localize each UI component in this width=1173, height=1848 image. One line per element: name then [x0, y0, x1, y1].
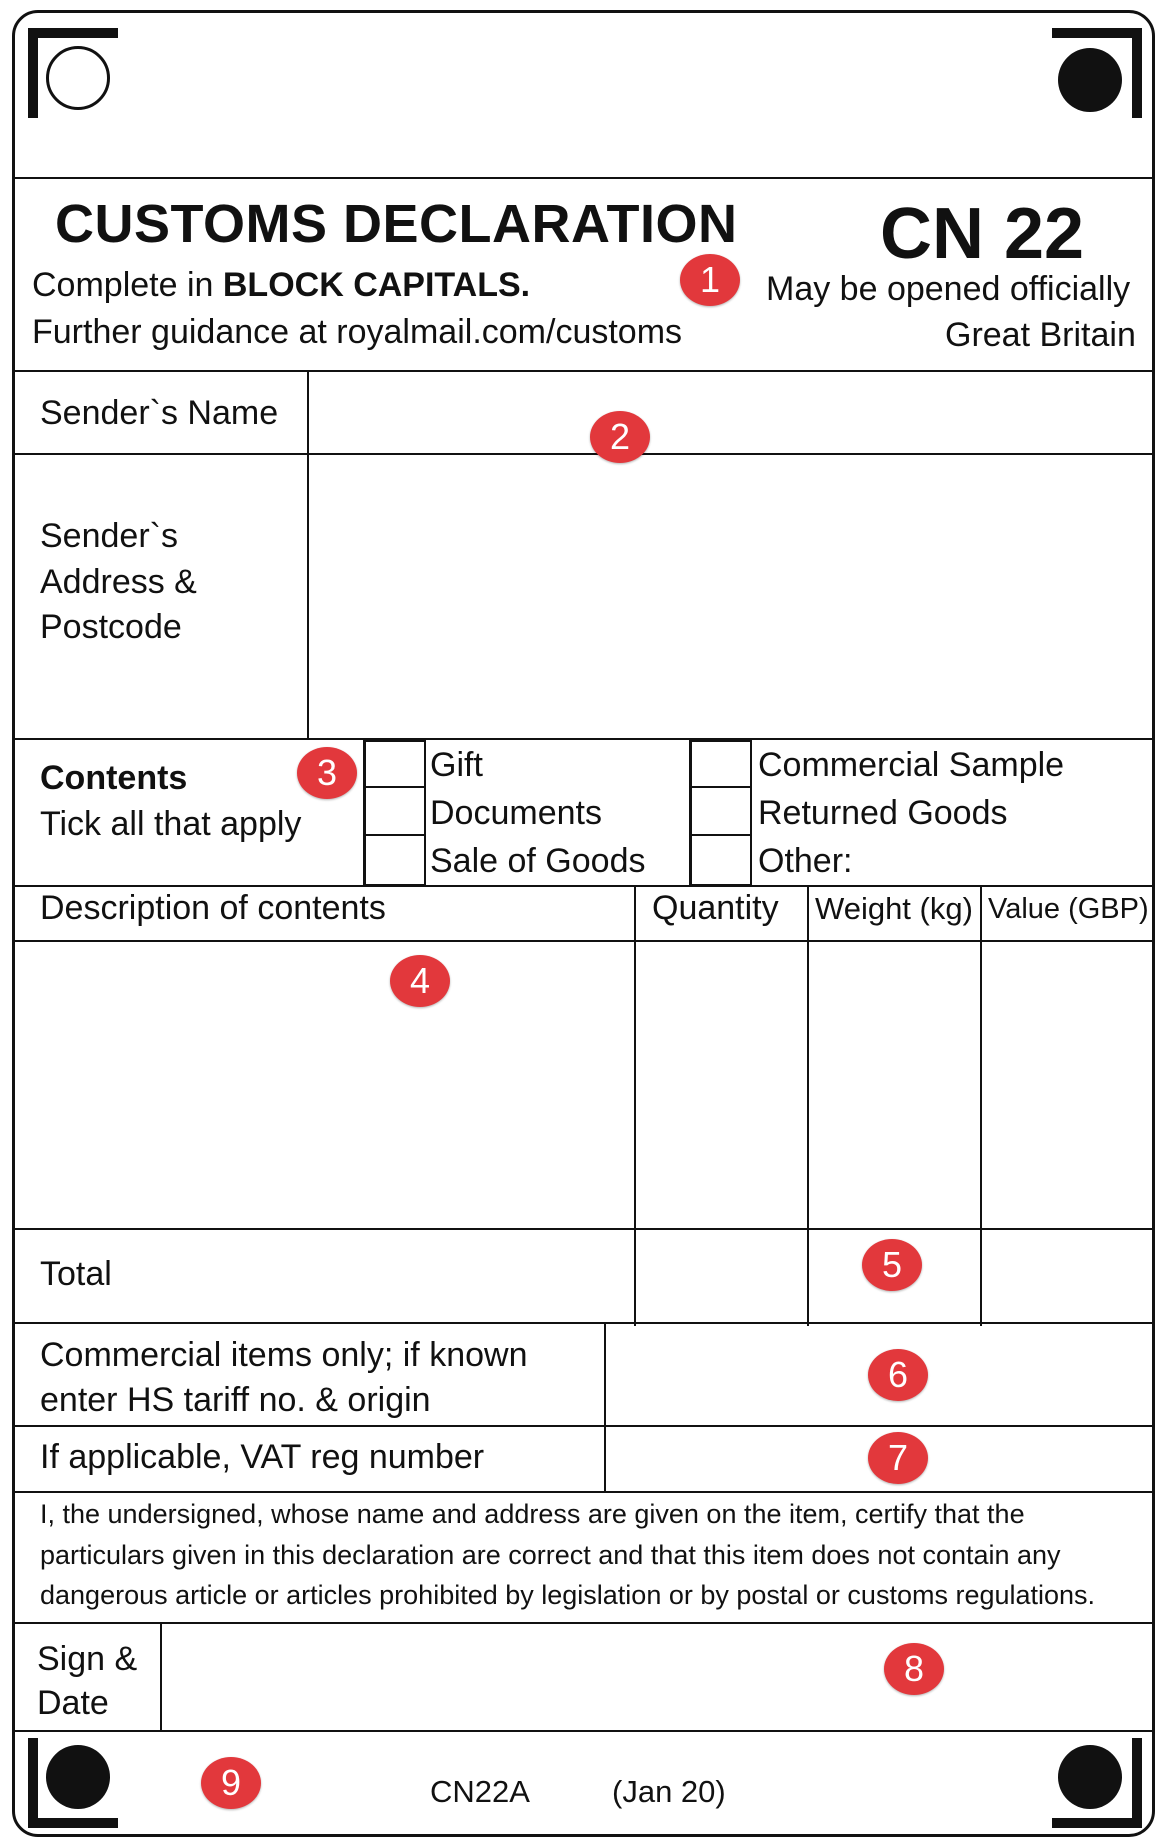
sender-address-label-line2: Address & [40, 563, 197, 601]
hollow-circle-icon [46, 46, 110, 110]
total-label: Total [40, 1255, 112, 1293]
divider [307, 370, 309, 739]
checkbox-returned-goods[interactable] [690, 786, 752, 836]
divider [980, 885, 982, 1326]
annotation-marker-5: 5 [862, 1239, 922, 1291]
option-commercial-sample-label: Commercial Sample [758, 746, 1065, 784]
option-returned-goods-label: Returned Goods [758, 794, 1008, 832]
divider [12, 885, 1155, 887]
commercial-label-line2: enter HS tariff no. & origin [40, 1381, 431, 1419]
declaration-line2: particulars given in this declaration are correct and that this item does not contain any [40, 1540, 1061, 1570]
contents-heading: Contents [40, 759, 188, 797]
divider [12, 940, 1155, 942]
divider [807, 885, 809, 1326]
signature-label-line1: Sign & [37, 1640, 138, 1678]
header-weight: Weight (kg) [815, 891, 973, 926]
header-value: Value (GBP) [988, 893, 1149, 925]
sender-address-label-line3: Postcode [40, 608, 182, 646]
weight-field[interactable] [810, 943, 979, 1227]
divider [634, 885, 636, 1326]
filled-circle-icon [46, 1745, 110, 1809]
signature-label-line2: Date [37, 1684, 109, 1722]
option-sale-of-goods-label: Sale of Goods [430, 842, 646, 880]
divider [12, 1730, 1155, 1732]
total-quantity-field[interactable] [637, 1231, 806, 1321]
sender-address-label-line1: Sender`s [40, 517, 178, 555]
country-label: Great Britain [945, 316, 1136, 354]
sender-address-field[interactable] [310, 456, 1153, 737]
block-capitals-instruction [32, 266, 530, 305]
checkbox-commercial-sample[interactable] [690, 740, 752, 788]
divider [12, 1622, 1155, 1624]
checkbox-other[interactable] [690, 834, 752, 886]
annotation-marker-6: 6 [868, 1349, 928, 1401]
filled-circle-icon [1058, 48, 1122, 112]
form-title: CUSTOMS DECLARATION [55, 194, 738, 254]
option-documents-label: Documents [430, 794, 602, 832]
filled-circle-icon [1058, 1745, 1122, 1809]
annotation-marker-7: 7 [868, 1432, 928, 1484]
signature-date-field[interactable] [163, 1625, 1153, 1729]
divider [12, 177, 1155, 179]
checkbox-sale-of-goods[interactable] [364, 834, 426, 886]
value-field[interactable] [983, 943, 1153, 1227]
checkbox-documents[interactable] [364, 786, 426, 836]
option-gift-label: Gift [430, 746, 483, 784]
opened-officially-notice: May be opened officially [766, 270, 1131, 308]
sender-name-field[interactable] [310, 372, 1153, 452]
divider [12, 1491, 1155, 1493]
annotation-marker-2: 2 [590, 411, 650, 463]
sender-name-label: Sender`s Name [40, 394, 279, 432]
commercial-label-line1: Commercial items only; if known [40, 1336, 528, 1374]
declaration-line1: I, the undersigned, whose name and address are given on the item, certify that the [40, 1499, 1025, 1529]
quantity-field[interactable] [637, 943, 806, 1227]
footer-form-code: CN22A [430, 1774, 530, 1809]
divider [12, 1228, 1155, 1230]
divider [160, 1622, 162, 1731]
checkbox-gift[interactable] [364, 740, 426, 788]
option-other-label: Other: [758, 842, 853, 880]
declaration-line3: dangerous article or articles prohibited by legislation or by postal or customs regulations. [40, 1580, 1096, 1610]
header-description: Description of contents [40, 889, 386, 927]
instruction-text: Complete in [32, 266, 223, 304]
annotation-marker-4: 4 [390, 955, 450, 1007]
divider [12, 738, 1155, 740]
guidance-text: Further guidance at royalmail.com/customs [32, 313, 683, 351]
divider [12, 453, 1155, 455]
total-value-field[interactable] [983, 1231, 1153, 1321]
annotation-marker-8: 8 [884, 1643, 944, 1695]
form-code: CN 22 [880, 194, 1085, 274]
footer-date: (Jan 20) [612, 1774, 726, 1809]
annotation-marker-1: 1 [680, 254, 740, 306]
description-field[interactable] [14, 943, 633, 1227]
annotation-marker-3: 3 [297, 747, 357, 799]
contents-instruction: Tick all that apply [40, 805, 302, 843]
divider [12, 1322, 1155, 1324]
divider [604, 1322, 606, 1492]
divider [12, 1425, 1155, 1427]
header-quantity: Quantity [652, 889, 779, 927]
instruction-emphasis: BLOCK CAPITALS. [222, 266, 531, 304]
annotation-marker-9: 9 [201, 1757, 261, 1809]
vat-label: If applicable, VAT reg number [40, 1438, 485, 1476]
